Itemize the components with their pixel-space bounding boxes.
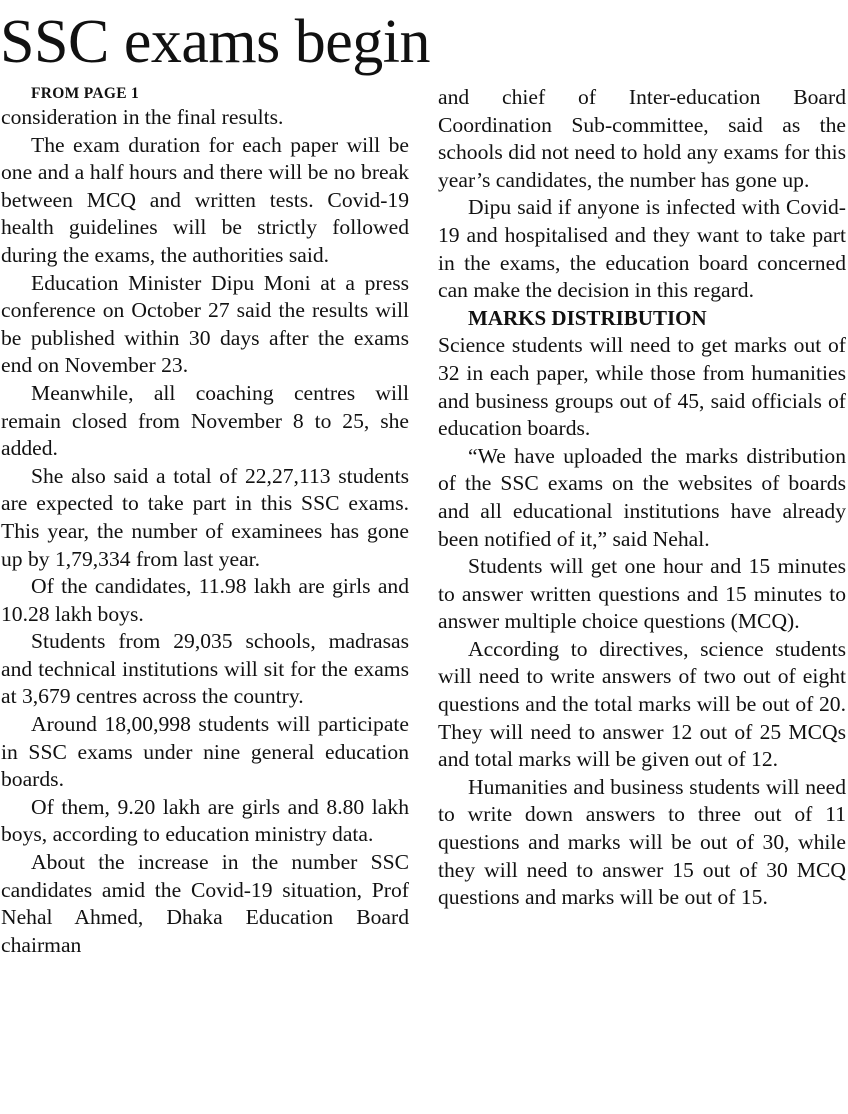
paragraph: Of them, 9.20 lakh are girls and 8.80 lakh boys, according to education ministry data.	[1, 794, 409, 847]
paragraph: Science students will need to get marks out of 32 in each paper, while those from humanities and business groups out of 45, said officials of education boards.	[438, 333, 846, 441]
section-subhead: MARKS DISTRIBUTION	[468, 305, 707, 330]
paragraph: Students from 29,035 schools, madrasas and technical institutions will sit for the exams at 3,679 centres across the country.	[1, 629, 409, 709]
paragraph: According to directives, science students will need to write answers of two out of eight questions and the total marks will be out of 20. They will need to answer 12 out of 25 MCQs and total marks will be given out of 12.	[438, 636, 846, 772]
paragraph: About the increase in the number SSC candidates amid the Covid-19 situation, Prof Nehal Ahmed, Dhaka Education Board chairman	[1, 850, 409, 957]
paragraph: Humanities and business students will need to write down answers to three out of 11 questions and marks will be out of 30, while they will need to answer 15 out of 30 MCQ questions and marks will be out of 15.	[438, 774, 846, 910]
paragraph: Around 18,00,998 students will participate in SSC exams under nine general education boards.	[1, 712, 409, 792]
article-headline: SSC exams begin	[0, 8, 430, 76]
paragraph: Students will get one hour and 15 minutes to answer written questions and 15 minutes to answer multiple choice questions (MCQ).	[438, 554, 846, 634]
paragraph: Meanwhile, all coaching centres will remain closed from November 8 to 25, she added.	[1, 380, 409, 461]
right-column	[438, 84, 846, 912]
paragraph: Education Minister Dipu Moni at a press conference on October 27 said the results will be published within 30 days after the exams end on November 23.	[1, 270, 409, 378]
paragraph: “We have uploaded the marks distribution of the SSC exams on the websites of boards and all educational institutions have already been notified of it,” said Nehal.	[438, 443, 846, 551]
left-column	[1, 84, 409, 959]
paragraph: consideration in the final results.	[1, 105, 284, 129]
continued-from-label: FROM PAGE 1	[31, 85, 140, 102]
paragraph: The exam duration for each paper will be one and a half hours and there will be no break between MCQ and written tests. Covid-19 health guidelines will be strictly followed during the exams, the authorities said.	[1, 132, 409, 267]
paragraph: and chief of Inter-education Board Coordination Sub-committee, said as the schools did not need to hold any exams for this year’s candidates, the number has gone up.	[438, 85, 846, 192]
paragraph: Of the candidates, 11.98 lakh are girls and 10.28 lakh boys.	[1, 574, 409, 626]
paragraph: Dipu said if anyone is infected with Covid-19 and hospitalised and they want to take part in the exams, the education board concerned can make the decision in this regard.	[438, 195, 846, 303]
paragraph: She also said a total of 22,27,113 students are expected to take part in this SSC exams. This year, the number of examinees has gone up by 1,79,334 from last year.	[1, 463, 409, 571]
